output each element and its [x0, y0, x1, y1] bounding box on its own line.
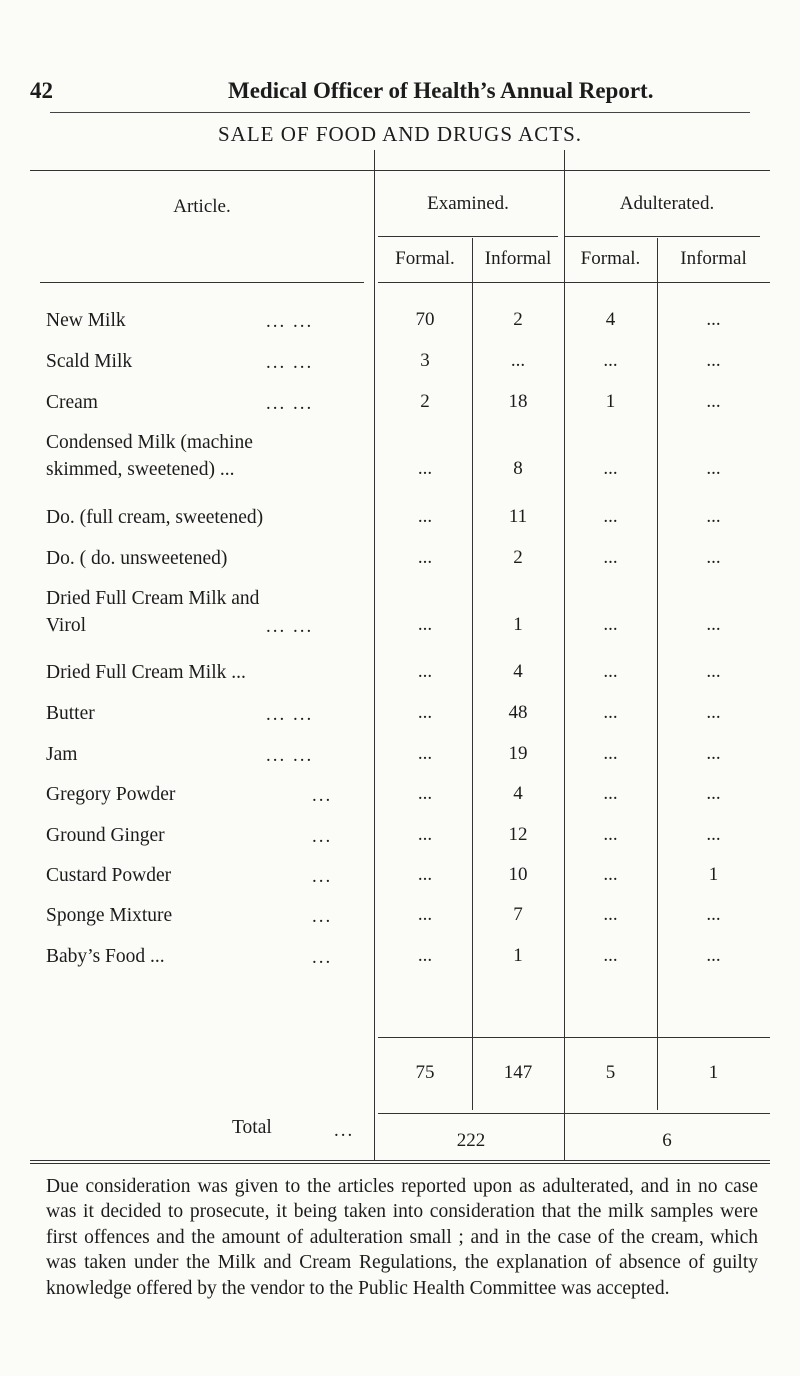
- adulterated-formal-value: ...: [603, 614, 618, 635]
- adulterated-formal-value: 1: [605, 391, 616, 412]
- examined-formal-value: ...: [417, 864, 433, 885]
- adulterated-informal-value: ...: [706, 350, 721, 371]
- article-name: Dried Full Cream Milk and: [46, 588, 260, 609]
- adulterated-formal-value: ...: [603, 547, 618, 568]
- adulterated-formal-value: ...: [603, 783, 618, 804]
- subtotal-adulterated-informal: 1: [708, 1062, 719, 1083]
- adulterated-informal-value: 1: [708, 864, 719, 885]
- table-top-rule: [30, 170, 770, 171]
- article-name: Do. ( do. unsweetened): [46, 548, 228, 569]
- examined-informal-value: 11: [508, 506, 528, 527]
- col-divider-groups: [564, 150, 565, 1160]
- examined-informal-header: Informal: [484, 248, 552, 269]
- adulterated-informal-value: ...: [706, 824, 721, 845]
- article-name: New Milk: [46, 310, 126, 331]
- examined-informal-value: 4: [513, 661, 523, 682]
- dot-leader: ... ...: [266, 745, 314, 766]
- explanatory-note: Due consideration was given to the articles reported upon as adulterated, and in no case was it decided to prosecute, it being taken into consideration that the milk samples were first offences and the amount of adulteration small ; and in the case of the cream, which was taken under the Milk and Cream Regulations, the explanation of absence of guilty knowledge offered by the vendor to the Public Health Committee was accepted.: [46, 1176, 758, 1299]
- examined-informal-value: ...: [510, 350, 526, 371]
- dot-leader: ...: [312, 906, 333, 927]
- subtotal-bottom-rule: [378, 1113, 770, 1114]
- adulterated-formal-value: ...: [603, 824, 618, 845]
- examined-informal-value: 7: [513, 904, 523, 925]
- examined-informal-value: 1: [513, 945, 523, 966]
- examined-formal-header: Formal.: [395, 248, 455, 269]
- article-name: Condensed Milk (machine: [46, 432, 253, 453]
- dot-leader: ... ...: [266, 311, 314, 332]
- adulterated-formal-value: ...: [603, 743, 618, 764]
- adulterated-informal-value: ...: [706, 661, 721, 682]
- article-name: Sponge Mixture: [46, 905, 173, 926]
- table-bottom-rule-2: [30, 1163, 770, 1164]
- adulterated-informal-value: ...: [706, 309, 721, 330]
- adulterated-informal-value: ...: [706, 702, 721, 723]
- total-examined: 222: [456, 1130, 486, 1151]
- dot-leader: ... ...: [266, 393, 314, 414]
- total-leader: ...: [334, 1120, 355, 1141]
- article-name: Ground Ginger: [46, 825, 165, 846]
- total-adulterated: 6: [662, 1130, 672, 1151]
- adulterated-header: Adulterated.: [619, 193, 715, 214]
- subtotal-top-rule: [378, 1037, 770, 1038]
- article-name: Do. (full cream, sweetened): [46, 507, 264, 528]
- examined-informal-value: 2: [513, 547, 523, 568]
- dot-leader: ...: [312, 866, 333, 887]
- article-header: Article.: [173, 196, 231, 217]
- adulterated-informal-value: ...: [706, 904, 721, 925]
- article-name: Dried Full Cream Milk ...: [46, 662, 246, 683]
- total-label: Total: [232, 1117, 272, 1138]
- adulterated-informal-value: ...: [706, 614, 721, 635]
- examined-formal-value: ...: [417, 904, 433, 925]
- article-name: Jam: [46, 744, 78, 765]
- page-number: 42: [30, 78, 53, 103]
- subheader-rule: [378, 282, 770, 283]
- article-name: Butter: [46, 703, 95, 724]
- adulterated-formal-value: ...: [603, 350, 618, 371]
- article-header-rule: [40, 282, 364, 283]
- adulterated-formal-value: ...: [603, 945, 618, 966]
- dot-leader: ...: [312, 826, 333, 847]
- page-header: [30, 78, 770, 108]
- examined-formal-value: ...: [417, 458, 433, 479]
- examined-informal-value: 12: [508, 824, 528, 845]
- examined-informal-value: 10: [508, 864, 528, 885]
- adulterated-informal-header: Informal: [680, 248, 747, 269]
- col-divider-adulterated: [657, 238, 658, 1110]
- examined-informal-value: 1: [513, 614, 523, 635]
- adulterated-informal-value: ...: [706, 743, 721, 764]
- adulterated-formal-value: ...: [603, 506, 618, 527]
- adulterated-informal-value: ...: [706, 458, 721, 479]
- article-name: skimmed, sweetened) ...: [46, 459, 235, 480]
- examined-formal-value: 2: [420, 391, 430, 412]
- article-name: Custard Powder: [46, 865, 172, 886]
- subtotal-adulterated-formal: 5: [605, 1062, 616, 1083]
- dot-leader: ...: [312, 785, 333, 806]
- examined-informal-value: 2: [513, 309, 523, 330]
- col-divider-article: [374, 150, 375, 1160]
- adulterated-formal-value: ...: [603, 458, 618, 479]
- adulterated-formal-value: ...: [603, 702, 618, 723]
- adulterated-underline: [564, 236, 760, 237]
- article-name: Baby’s Food ...: [46, 946, 165, 967]
- col-divider-examined: [472, 238, 473, 1110]
- examined-formal-value: ...: [417, 743, 433, 764]
- adulterated-formal-value: ...: [603, 661, 618, 682]
- article-name: Gregory Powder: [46, 784, 176, 805]
- examined-formal-value: ...: [417, 614, 433, 635]
- examined-underline: [378, 236, 558, 237]
- adulterated-informal-value: ...: [706, 506, 721, 527]
- adulterated-formal-header: Formal.: [580, 248, 641, 269]
- dot-leader: ... ...: [266, 704, 314, 725]
- examined-informal-value: 8: [513, 458, 523, 479]
- adulterated-informal-value: ...: [706, 783, 721, 804]
- examined-formal-value: ...: [417, 702, 433, 723]
- adulterated-formal-value: ...: [603, 864, 618, 885]
- examined-formal-value: ...: [417, 547, 433, 568]
- examined-formal-value: 70: [415, 309, 435, 330]
- dot-leader: ...: [312, 947, 333, 968]
- dot-leader: ... ...: [266, 616, 314, 637]
- article-name: Virol: [46, 615, 86, 636]
- examined-formal-value: ...: [417, 824, 433, 845]
- adulterated-informal-value: ...: [706, 547, 721, 568]
- examined-formal-value: ...: [417, 506, 433, 527]
- running-title: Medical Officer of Health’s Annual Report.: [228, 78, 654, 103]
- examined-informal-value: 48: [508, 702, 528, 723]
- examined-informal-value: 4: [513, 783, 523, 804]
- adulterated-formal-value: 4: [605, 309, 616, 330]
- dot-leader: ... ...: [266, 352, 314, 373]
- article-name: Cream: [46, 392, 98, 413]
- examined-informal-value: 18: [508, 391, 528, 412]
- examined-formal-value: ...: [417, 783, 433, 804]
- adulterated-informal-value: ...: [706, 391, 721, 412]
- article-name: Scald Milk: [46, 351, 133, 372]
- subtotal-examined-formal: 75: [415, 1062, 435, 1083]
- examined-formal-value: ...: [417, 945, 433, 966]
- table-bottom-rule: [30, 1160, 770, 1161]
- subtotal-examined-informal: 147: [503, 1062, 533, 1083]
- header-rule: [50, 112, 750, 113]
- examined-informal-value: 19: [508, 743, 528, 764]
- examined-formal-value: ...: [417, 661, 433, 682]
- section-title: SALE OF FOOD AND DRUGS ACTS.: [217, 122, 583, 146]
- adulterated-informal-value: ...: [706, 945, 721, 966]
- adulterated-formal-value: ...: [603, 904, 618, 925]
- examined-formal-value: 3: [420, 350, 430, 371]
- examined-header: Examined.: [427, 193, 509, 214]
